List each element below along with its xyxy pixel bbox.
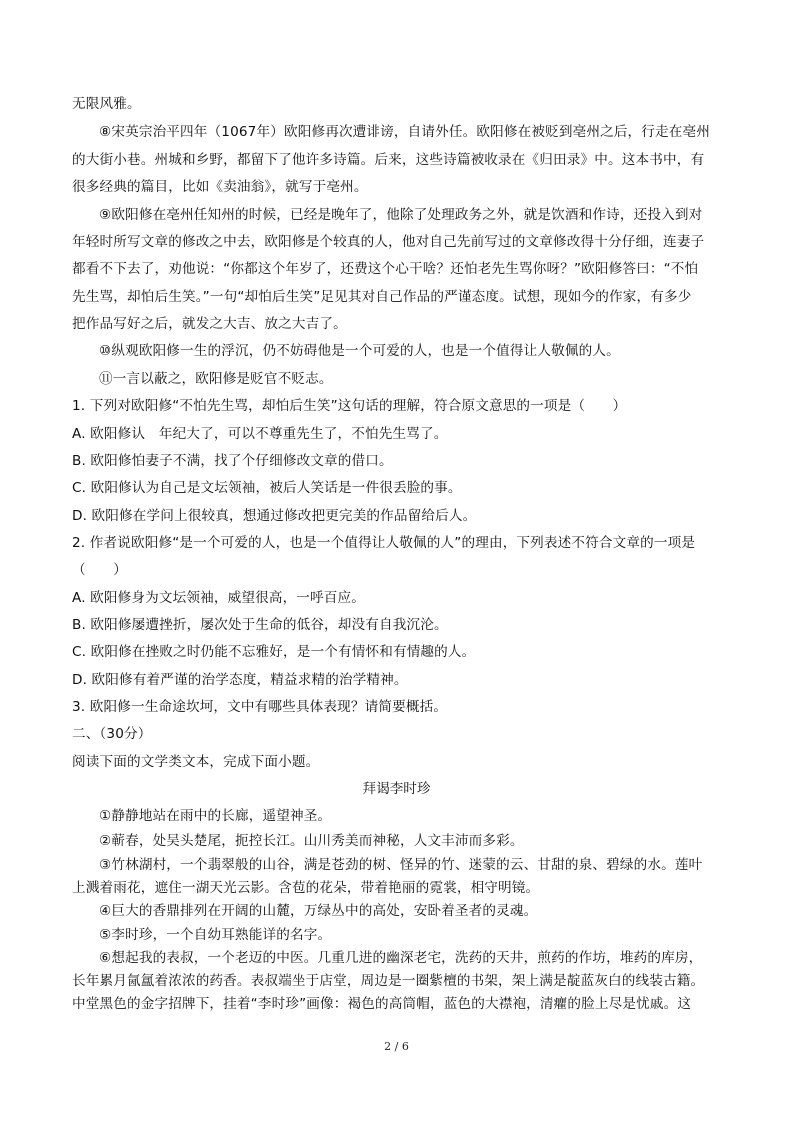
page-number: 2 / 6: [384, 1040, 409, 1053]
paragraph-8-line: 的大街小巷。州城和乡野，都留下了他许多诗篇。后来，这些诗篇被收录在《归田录》中。这本书中，有: [72, 152, 705, 168]
question-2-option-d: D. 欧阳修有着严谨的治学态度，精益求精的治学精神。: [72, 672, 408, 688]
passage-paragraph-5: ⑤李时珍，一个自幼耳熟能详的名字。: [99, 927, 332, 943]
paragraph-9-line: 都看不下去了，劝他说：“你都这个年岁了，还费这个心干啥？还怕老先生骂你呀？”欧阳修答曰：“不怕: [72, 261, 699, 277]
paragraph-8-line: 很多经典的篇目，比如《卖油翁》，就写于亳州。: [72, 179, 368, 195]
question-3: 3. 欧阳修一生命途坎坷，文中有哪些具体表现？请简要概括。: [72, 699, 448, 715]
question-2-option-a: A. 欧阳修身为文坛领袖，威望很高，一呼百应。: [72, 590, 366, 606]
passage-paragraph-3-line: ③竹林湖村，一个翡翠般的山谷，满是苍劲的树、怪异的竹、迷蒙的云、甘甜的泉、碧绿的水。莲叶: [99, 857, 703, 873]
paragraph-8-line: ⑧宋英宗治平四年（1067年）欧阳修再次遭诽谤，自请外任。欧阳修在被贬到亳州之后，行走在亳州: [99, 124, 711, 140]
question-2-answer-blank: （ ）: [72, 562, 127, 578]
question-2-option-b: B. 欧阳修屡遭挫折，屡次处于生命的低谷，却没有自我沉沦。: [72, 617, 448, 633]
passage-paragraph-1: ①静静地站在雨中的长廊，遥望神圣。: [99, 808, 332, 824]
question-1-option-d: D. 欧阳修在学问上很较真，想通过修改把更完美的作品留给后人。: [72, 508, 477, 524]
question-2-option-c: C. 欧阳修在挫败之时仍能不忘雅好，是一个有情怀和有情趣的人。: [72, 644, 476, 660]
section-heading: 二、（30分）: [72, 726, 152, 742]
question-1-option-c: C. 欧阳修认为自己是文坛领袖，被后人笑话是一件很丢脸的事。: [72, 480, 462, 496]
paragraph-10-line: ⑩纵观欧阳修一生的浮沉，仍不妨碍他是一个可爱的人，也是一个值得让人敬佩的人。: [99, 343, 620, 359]
question-1-option-a: A. 欧阳修认 年纪大了，可以不尊重先生了，不怕先生骂了。: [72, 426, 448, 442]
paragraph-9-line: 先生骂，却怕后生笑。”一句“却怕后生笑”足见其对自己作品的严谨态度。试想，现如今的作家，有多少: [72, 289, 692, 305]
passage-paragraph-3-line: 上溅着雨花，遮住一湖天光云影。含苞的花朵，带着艳丽的霓裳，相守明镜。: [72, 880, 540, 896]
paragraph-9-line: ⑨欧阳修在亳州任知州的时候，已经是晚年了，他除了处理政务之外，就是饮酒和作诗，还投入到对: [99, 207, 703, 223]
section-instruction: 阅读下面的文学类文本，完成下面小题。: [72, 754, 320, 770]
passage-title: 拜谒李时珍: [362, 781, 431, 797]
question-1-option-b: B. 欧阳修怕妻子不满，找了个仔细修改文章的借口。: [72, 453, 393, 469]
passage-paragraph-6-line: 长年累月氤氲着浓浓的药香。表叔端坐于店堂，周边是一圈紫檀的书架，架上满是靛蓝灰白的线装古籍。: [72, 973, 705, 989]
passage-paragraph-6-line: ⑥想起我的表叔，一个老迈的中医。几重几进的幽深老宅，洗药的天井，煎药的作坊，堆药的库房，: [99, 950, 703, 966]
paragraph-11-line: ⑪一言以蔽之，欧阳修是贬官不贬志。: [99, 371, 333, 387]
passage-paragraph-6-line: 中堂黑色的金字招牌下，挂着“李时珍”画像：褐色的高筒帽，蓝色的大襟袍，清癯的脸上尽是忧戚。这: [72, 996, 692, 1012]
question-1: 1. 下列对欧阳修“不怕先生骂，却怕后生笑”这句话的理解，符合原文意思的一项是（ ）: [72, 398, 627, 414]
question-2: 2. 作者说欧阳修“是一个可爱的人，也是一个值得让人敬佩的人”的理由，下列表述不符合文章的一项是: [72, 535, 696, 551]
paragraph-9-line: 把作品写好之后，就发之大吉、放之大吉了。: [72, 316, 347, 332]
passage-paragraph-2: ②蕲春，处吴头楚尾，扼控长江。山川秀美而神秘，人文丰沛而多彩。: [99, 833, 524, 849]
paragraph-9-line: 年轻时所写文章的修改之中去，欧阳修是个较真的人，他对自己先前写过的文章修改得十分仔细，连妻子: [72, 234, 705, 250]
passage-paragraph-4: ④巨大的香鼎排列在开阔的山麓，万绿丛中的高处，安卧着圣者的灵魂。: [99, 903, 538, 919]
text-line: 无限风雅。: [72, 96, 141, 112]
